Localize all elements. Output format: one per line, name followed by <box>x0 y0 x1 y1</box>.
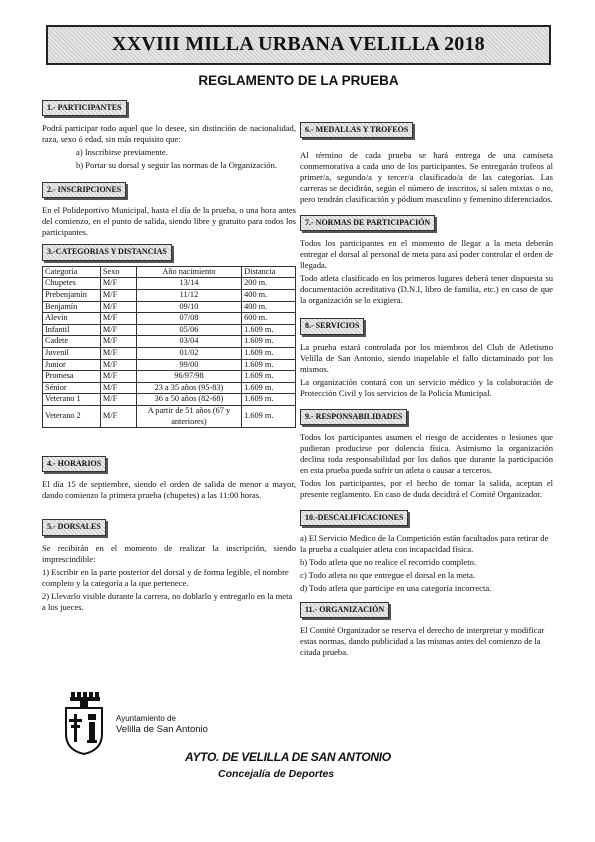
table-row <box>43 336 296 348</box>
left-column <box>42 100 296 615</box>
section-descalificaciones <box>300 510 553 594</box>
paragraph: 2) Llevarlo visible durante la carrera, no doblarlo y entregarlo en la meta a los jueces. <box>42 590 293 612</box>
column-header: Sexo <box>100 266 136 278</box>
paragraph: Se recibirán en el momento de realizar la inscripción, siendo imprescindible: <box>42 542 296 564</box>
table-cell: 23 a 35 años (95-83) <box>136 382 241 394</box>
table-cell: 1.609 m. <box>242 394 296 406</box>
table-cell: M/F <box>100 359 136 371</box>
section-heading: 5.- DORSALES <box>42 519 106 535</box>
list-item: b) Todo atleta que no realice el recorrido completo. <box>300 557 477 568</box>
paragraph: Todo atleta clasificado en los primeros lugares deberá tener dispuesta su documentación acreditativa (D.N.I, libro de familia, etc.) en caso de que la organización se lo exigiera. <box>300 273 553 306</box>
table-row <box>43 359 296 371</box>
section-categorias <box>42 244 296 428</box>
table-cell: M/F <box>100 289 136 301</box>
table-cell: 03/04 <box>136 336 241 348</box>
logo-line-1: Ayuntamiento de <box>116 714 176 723</box>
table-cell: 13/14 <box>136 278 241 290</box>
table-cell: 400 m. <box>242 301 296 313</box>
table-cell: Chupetes <box>43 278 101 290</box>
table-cell: Benjamín <box>43 301 101 313</box>
table-cell: 400 m. <box>242 289 296 301</box>
table-cell: 1.609 m. <box>242 359 296 371</box>
list-item: a) El Servicio Medico de la Competición están facultados para retirar de la prueba a cualquier atleta con incapacidad física. <box>300 533 549 555</box>
footer-department: Concejalía de Deportes <box>218 768 335 780</box>
paragraph: El día 15 de septiembre, siendo el orden de salida de menor a mayor, dando comienzo la primera prueba (chupetes) a las 11:00 horas. <box>42 479 296 501</box>
list-item: c) Todo atleta no que entregue el dorsal en la meta. <box>300 570 476 581</box>
section-heading: 10.-DESCALIFICACIONES <box>300 510 408 526</box>
section-heading: 2.- INSCRIPCIONES <box>42 182 126 198</box>
section-heading: 11.- ORGANIZACIÓN <box>300 602 389 618</box>
table-cell: M/F <box>100 278 136 290</box>
title-banner <box>46 25 551 65</box>
table-row <box>43 278 296 290</box>
section-heading: 8.- SERVICIOS <box>300 318 364 334</box>
section-servicios <box>300 318 553 398</box>
paragraph: Todos los participantes en el momento de llegar a la meta deberán entregar el dorsal al personal de meta para así poder controlar el orden de llegada. <box>300 238 553 271</box>
table-cell: M/F <box>100 336 136 348</box>
section-heading: 6.- MEDALLAS Y TROFEOS <box>300 122 413 138</box>
table-cell: 200 m. <box>242 278 296 290</box>
section-horarios <box>42 456 296 501</box>
section-responsabilidades <box>300 409 553 500</box>
table-row <box>43 382 296 394</box>
table-cell: M/F <box>100 371 136 383</box>
table-cell: 01/02 <box>136 347 241 359</box>
section-medallas <box>300 122 553 205</box>
section-heading: 7.- NORMAS DE PARTICIPACIÓN <box>300 215 435 231</box>
table-cell: Veterano 2 <box>43 406 101 428</box>
section-heading: 4.- HORARIOS <box>42 456 106 472</box>
table-cell: M/F <box>100 394 136 406</box>
section-heading: 9.- RESPONSABILIDADES <box>300 409 407 425</box>
table-cell: 09/10 <box>136 301 241 313</box>
paragraph: La prueba estará controlada por los miembros del Club de Atletismo Velilla de San Antonio, siendo inapelable el fallo dictaminado por los mismos. <box>300 341 553 374</box>
paragraph: Todos los participantes asumen el riesgo de accidentes o lesiones que pudieran producirse por dolencia física. Asimismo la organización declina toda responsabilidad por los daños que durante la participación en esta prueba pueda sufrir un atleta o causar a terceros. <box>300 431 553 475</box>
footer-organization: AYTO. DE VELILLA DE SAN ANTONIO <box>185 750 391 764</box>
table-cell: A partir de 51 años (67 y anteriores) <box>136 406 241 428</box>
table-row <box>43 289 296 301</box>
table-cell: M/F <box>100 347 136 359</box>
column-header: Año nacimiento <box>136 266 241 278</box>
table-cell: Sénior <box>43 382 101 394</box>
section-heading: 1.- PARTICIPANTES <box>42 100 127 116</box>
table-cell: 1.609 m. <box>242 371 296 383</box>
table-cell: 1.609 m. <box>242 347 296 359</box>
table-cell: 1.609 m. <box>242 336 296 348</box>
table-cell: Cadete <box>43 336 101 348</box>
table-row <box>43 406 296 428</box>
table-cell: 05/06 <box>136 324 241 336</box>
table-cell: Junior <box>43 359 101 371</box>
table-row <box>43 301 296 313</box>
paragraph: 1) Escribir en la parte posterior del dorsal y de forma legible, el nombre completo y la categoría a la que pertenece. <box>42 566 289 588</box>
table-cell: Infantil <box>43 324 101 336</box>
column-header: Distancia <box>242 266 296 278</box>
table-cell: Promesa <box>43 371 101 383</box>
table-cell: Veterano 1 <box>43 394 101 406</box>
list-item: b) Portar su dorsal y seguir las normas de la Organización. <box>76 160 278 171</box>
table-row <box>43 313 296 325</box>
logo-text <box>116 714 208 735</box>
document-title: XXVIII MILLA URBANA VELILLA 2018 <box>112 33 485 56</box>
table-row <box>43 371 296 383</box>
categories-table <box>42 266 296 429</box>
table-cell: 99/00 <box>136 359 241 371</box>
table-cell: 96/97/98 <box>136 371 241 383</box>
table-cell: Alevín <box>43 313 101 325</box>
table-cell: 1.609 m. <box>242 406 296 428</box>
table-cell: 11/12 <box>136 289 241 301</box>
table-cell: M/F <box>100 406 136 428</box>
table-cell: 1.609 m. <box>242 324 296 336</box>
table-cell: M/F <box>100 324 136 336</box>
section-heading: 3.-CATEGORIAS Y DISTANCIAS <box>42 244 172 260</box>
list-item: a) Inscribirse previamente. <box>76 147 168 158</box>
table-cell: Prebenjamín <box>43 289 101 301</box>
section-inscripciones <box>42 182 296 238</box>
table-cell: M/F <box>100 301 136 313</box>
document-subtitle: REGLAMENTO DE LA PRUEBA <box>198 73 399 88</box>
paragraph: El Comité Organizador se reserva el derecho de interpretar y modificar estas normas, dando publicidad a las mismas antes del comienzo de la citada prueba. <box>300 625 545 658</box>
table-cell: Juvenil <box>43 347 101 359</box>
section-organizacion <box>300 602 553 658</box>
section-dorsales <box>42 519 296 612</box>
table-cell: 36 a 50 años (82-68) <box>136 394 241 406</box>
logo-line-2: Velilla de San Antonio <box>116 723 208 735</box>
column-header: Categoría <box>43 266 101 278</box>
list-item: d) Todo atleta que participe en una categoría incorrecta. <box>300 583 492 594</box>
table-header-row <box>43 266 296 278</box>
section-participantes <box>42 100 296 171</box>
table-cell: 600 m. <box>242 313 296 325</box>
table-cell: 1.609 m. <box>242 382 296 394</box>
coat-of-arms-logo <box>62 690 106 756</box>
paragraph: La organización contará con un servicio médico y la colaboración de Protección Civil y los servicios de la Policía Municipal. <box>300 376 553 398</box>
table-row <box>43 347 296 359</box>
paragraph: Al término de cada prueba se hará entrega de una camiseta conmemorativa a cada uno de los participantes. Se entregarán trofeos al primer/a, segundo/a y tercer/a clasificado/a de las categorías. Las carreras se decidirán, según el número de inscritos, si salen mixtas o no, pero tendrán clasificación y pódium masculino y femenino diferenciados. <box>300 150 553 205</box>
table-cell: M/F <box>100 313 136 325</box>
table-row <box>43 324 296 336</box>
table-row <box>43 394 296 406</box>
table-cell: M/F <box>100 382 136 394</box>
section-normas <box>300 215 553 306</box>
right-column <box>300 100 553 660</box>
paragraph: Todos los participantes, por el hecho de tomar la salida, aceptan el presente reglamento. En caso de duda decidirá el Comité Organizador. <box>300 477 553 499</box>
paragraph: Podrá participar todo aquel que lo desee, sin distinción de nacionalidad, raza, sexo ó edad, sin más requisito que: <box>42 123 296 145</box>
table-body <box>43 278 296 428</box>
table-cell: 07/08 <box>136 313 241 325</box>
paragraph: En el Polideportivo Municipal, hasta el día de la prueba, o una hora antes del comienzo, en el punto de salida, siendo libre y gratuito para todos los participantes. <box>42 205 296 238</box>
